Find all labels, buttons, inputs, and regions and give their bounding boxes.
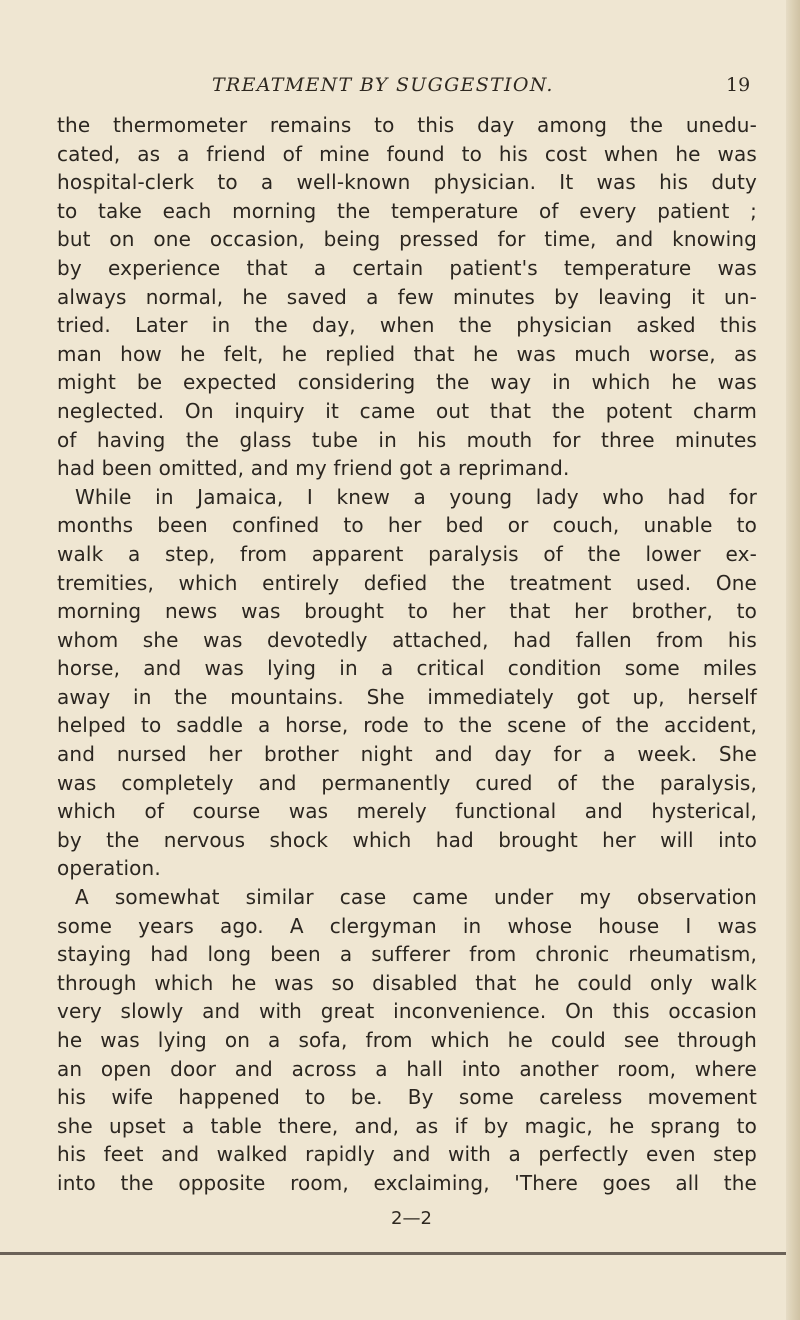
text-line: his feet and walked rapidly and with a perfectly even step <box>57 1142 757 1167</box>
text-line: by the nervous shock which had brought her will into <box>57 827 757 852</box>
text-line: months been confined to her bed or couch, unable to <box>57 513 757 538</box>
text-line: staying had long been a sufferer from chronic rheumatism, <box>57 942 757 967</box>
text-line: and nursed her brother night and day for a week. She <box>57 742 757 767</box>
text-line: walk a step, from apparent paralysis of the lower ex- <box>57 541 757 566</box>
running-title: TREATMENT BY SUGGESTION. <box>212 74 554 96</box>
text-line: which of course was merely functional and hysterical, <box>57 799 757 824</box>
paragraph-jamaica <box>57 483 757 883</box>
text-line: had been omitted, and my friend got a reprimand. <box>57 456 570 481</box>
page-bottom-edge <box>0 1252 800 1255</box>
text-line: operation. <box>57 856 161 881</box>
text-line: of having the glass tube in his mouth for three minutes <box>57 427 757 452</box>
text-line: to take each morning the temperature of every patient ; <box>57 198 757 223</box>
text-line: always normal, he saved a few minutes by leaving it un- <box>57 284 757 309</box>
text-line: away in the mountains. She immediately got up, herself <box>57 684 757 709</box>
text-line: but on one occasion, being pressed for time, and knowing <box>57 227 757 252</box>
text-line: into the opposite room, exclaiming, 'There goes all the <box>57 1170 757 1195</box>
signature-mark: 2—2 <box>391 1208 432 1229</box>
paragraph-thermometer <box>57 111 757 483</box>
text-line: helped to saddle a horse, rode to the scene of the accident, <box>57 713 757 738</box>
body-text <box>57 111 757 1198</box>
text-line: she upset a table there, and, as if by magic, he sprang to <box>57 1113 757 1138</box>
text-line: man how he felt, he replied that he was much worse, as <box>57 341 757 366</box>
text-line: his wife happened to be. By some careless movement <box>57 1085 757 1110</box>
text-line: cated, as a friend of mine found to his cost when he was <box>57 141 757 166</box>
text-line: tremities, which entirely defied the treatment used. One <box>57 570 757 595</box>
text-line: very slowly and with great inconvenience. On this occasion <box>57 999 757 1024</box>
page-number: 19 <box>726 74 751 96</box>
running-head <box>0 74 800 104</box>
text-line: tried. Later in the day, when the physician asked this <box>57 313 757 338</box>
text-line: some years ago. A clergyman in whose house I was <box>57 913 757 938</box>
text-line: hospital-clerk to a well-known physician. It was his duty <box>57 170 757 195</box>
page-right-edge <box>786 0 800 1320</box>
paragraph-clergyman <box>57 883 757 1198</box>
text-line: A somewhat similar case came under my observation <box>75 885 757 910</box>
text-line: neglected. On inquiry it came out that the potent charm <box>57 398 757 423</box>
text-line: through which he was so disabled that he could only walk <box>57 970 757 995</box>
text-line: an open door and across a hall into another room, where <box>57 1056 757 1081</box>
text-line: he was lying on a sofa, from which he could see through <box>57 1028 757 1052</box>
text-line: the thermometer remains to this day among the unedu- <box>57 113 757 137</box>
text-line: whom she was devotedly attached, had fallen from his <box>57 627 757 652</box>
text-line: horse, and was lying in a critical condition some miles <box>57 656 757 681</box>
text-line: might be expected considering the way in which he was <box>57 370 757 395</box>
text-line: While in Jamaica, I knew a young lady who had for <box>75 484 757 509</box>
text-line: by experience that a certain patient's temperature was <box>57 255 757 280</box>
text-line: morning news was brought to her that her brother, to <box>57 599 757 624</box>
text-line: was completely and permanently cured of the paralysis, <box>57 770 757 795</box>
